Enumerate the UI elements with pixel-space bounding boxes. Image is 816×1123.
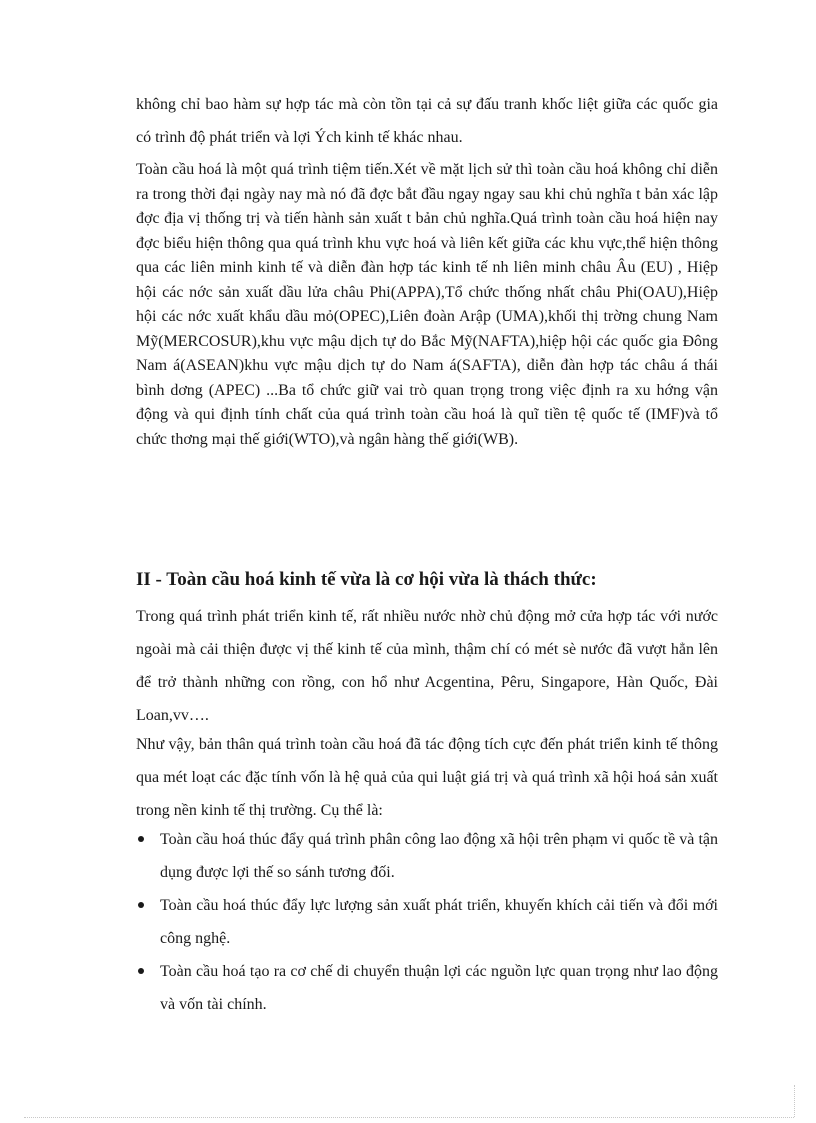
bullet-text: Toàn cầu hoá thúc đẩy quá trình phân công lao động xã hội trên phạm vi quốc tề và tận dụng được lợi thế so sánh tương đối.	[160, 831, 718, 881]
bullet-item	[136, 889, 718, 955]
page-bottom-divider	[24, 1117, 794, 1118]
bullet-item	[136, 955, 718, 1021]
paragraph-intro: không chỉ bao hàm sự hợp tác mà còn tồn tại cả sự đấu tranh khốc liệt giữa các quốc gia có trình độ phát triển và lợi Ých kinh tế khác nhau.	[136, 96, 718, 146]
bullet-text: Toàn cầu hoá thúc đẩy lực lượng sản xuất phát triển, khuyến khích cải tiến và đổi mới công nghệ.	[160, 897, 718, 947]
bullet-dot-icon	[138, 968, 144, 974]
bullet-text: Toàn cầu hoá tạo ra cơ chế di chuyển thuận lợi các nguồn lực quan trọng như lao động và vốn tài chính.	[160, 963, 718, 1013]
paragraph-effects: Như vậy, bản thân quá trình toàn cầu hoá đã tác động tích cực đến phát triển kinh tế thông qua mét loạt các đặc tính vốn là hệ quả của qui luật giá trị và quá trình xã hội hoá sản xuất trong nền kinh tế thị trường. Cụ thể là:	[136, 736, 718, 819]
bullet-item	[136, 823, 718, 889]
section-heading: II - Toàn cầu hoá kinh tế vừa là cơ hội vừa là thách thức:	[136, 569, 597, 590]
bullet-dot-icon	[138, 836, 144, 842]
page-corner-divider	[794, 1085, 795, 1117]
paragraph-globalization-history: Toàn cầu hoá là một quá trình tiệm tiến.Xét về mặt lịch sử thì toàn cầu hoá không chỉ diễn ra trong thời đại ngày nay mà nó đã đợc bắt đầu ngay ngay sau khi chủ nghĩa t bản xác lập đợc địa vị thống trị và tiến hành sản xuất t bản chủ nghĩa.Quá trình toàn cầu hoá hiện nay đợc biểu hiện thông qua quá trình khu vực hoá và liên kết giữa các khu vực,thể hiện thông qua các liên minh kinh tế và diễn đàn hợp tác kinh tế nh liên minh châu Âu (EU) , Hiệp hội các nớc sản xuất dầu lửa châu Phi(APPA),Tổ chức thống nhất châu Phi(OAU),Hiệp hội các nớc xuất khẩu dầu mỏ(OPEC),Liên đoàn Arập (UMA),khối thị trờng chung Nam Mỹ(MERCOSUR),khu vực mậu dịch tự do Bắc Mỹ(NAFTA),hiệp hội các quốc gia Đông Nam á(ASEAN)khu vực mậu dịch tự do Nam á(SAFTA), diễn đàn hợp tác châu á thái bình dơng (APEC) ...Ba tổ chức giữ vai trò quan trọng trong việc định ra xu hớng vận động và qui định tính chất của quá trình toàn cầu hoá là quĩ tiền tệ quốc tế (IMF)và tổ chức thơng mại thế giới(WTO),và ngân hàng thế giới(WB).	[136, 161, 718, 448]
bullet-dot-icon	[138, 902, 144, 908]
bullet-list	[136, 823, 718, 1021]
paragraph-development: Trong quá trình phát triển kinh tế, rất nhiều nước nhờ chủ động mở cửa hợp tác với nước ngoài mà cải thiện được vị thế kinh tế của mình, thậm chí có mét sè nước đã vượt hẳn lên để trở thành những con rồng, con hổ như Acgentina, Pêru, Singapore, Hàn Quốc, Đài Loan,vv….	[136, 608, 718, 724]
